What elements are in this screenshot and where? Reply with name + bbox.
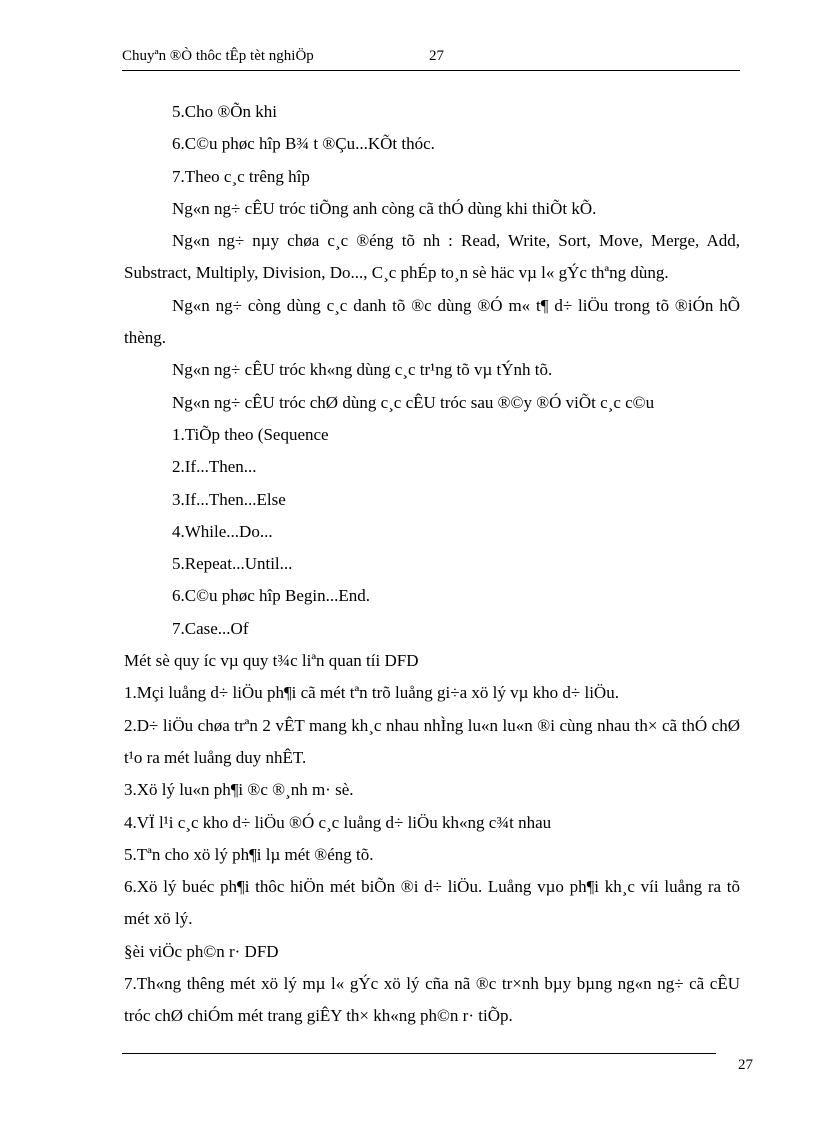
header-title: Chuyªn ®Ò thôc tÊp tèt nghiÖp: [122, 48, 314, 64]
document-body: [124, 96, 740, 1033]
section-heading: §èi viÖc ph©n r· DFD: [124, 941, 279, 961]
paragraph: Ng«n ng÷ cÊU tróc chØ dùng c¸c cÊU tróc sau ®©y ®Ó viÕt c¸c c©u: [172, 392, 655, 412]
paragraph: 6.Xö lý buéc ph¶i thôc hiÖn mét biÕn ®i d÷ liÖu. Luång vµo ph¶i kh¸c víi luång ra tõ mét xö lý.: [124, 877, 740, 929]
list-item: 5.Repeat...Until...: [172, 554, 293, 574]
paragraph: Ng«n ng÷ cÊU tróc kh«ng dùng c¸c tr¹ng tõ vµ tÝnh tõ.: [172, 360, 553, 380]
list-item: 4.While...Do...: [172, 521, 273, 541]
paragraph: 4.VÏ l¹i c¸c kho d÷ liÖu ®Ó c¸c luång d÷ liÖu kh«ng c¾t nhau: [124, 812, 552, 832]
paragraph: Ng«n ng÷ cÊU tróc tiÕng anh còng cã thÓ dùng khi thiÕt kÕ.: [172, 198, 597, 218]
paragraph: 5.Tªn cho xö lý ph¶i lµ mét ®éng tõ.: [124, 844, 374, 864]
paragraph: 5.Cho ®Õn khi: [172, 102, 278, 121]
list-item: 1.TiÕp theo (Sequence: [172, 424, 329, 444]
list-item: 6.C©u phøc hîp Begin...End.: [172, 586, 371, 606]
list-item: 3.If...Then...Else: [172, 489, 286, 509]
paragraph: 3.Xö lý lu«n ph¶i ®c ®¸nh m· sè.: [124, 780, 354, 800]
page-header: [122, 46, 740, 71]
paragraph: 7.Theo c¸c trêng hîp: [172, 166, 310, 186]
paragraph: 7.Th«ng thêng mét xö lý mµ l« gÝc xö lý cña nã ®c tr×nh bµy bµng ng«n ng÷ cã cÊU tróc chØ chiÓm mét trang giÊY th× kh«ng ph©n r· tiÕp.: [124, 974, 740, 1026]
footer-page-number: 27: [738, 1057, 753, 1073]
footer-rule: [122, 1053, 716, 1054]
header-page-number: 27: [429, 48, 444, 64]
paragraph: Ng«n ng÷ nµy chøa c¸c ®éng tõ nh : Read, Write, Sort, Move, Merge, Add, Substract, Multiply, Division, Do..., C¸c phÉp to¸n sè häc vµ l« gÝc thªng dùng.: [124, 231, 740, 283]
paragraph: 2.D÷ liÖu chøa trªn 2 vÊT mang kh¸c nhau nhÌng lu«n lu«n ®i cùng nhau th× cã thÓ chØ t¹o ra mét luång duy nhÊT.: [124, 715, 740, 767]
paragraph: 6.C©u phøc hîp B¾ t ®Çu...KÕt thóc.: [172, 134, 435, 154]
paragraph: Ng«n ng÷ còng dùng c¸c danh tõ ®c dùng ®Ó m« t¶ d÷ liÖu trong tõ ®iÓn hÕ thèng.: [124, 295, 740, 348]
list-item: 2.If...Then...: [172, 457, 257, 477]
list-item: 7.Case...Of: [172, 618, 249, 638]
section-heading: Mét sè quy íc vµ quy t¾c liªn quan tíi DFD: [124, 651, 419, 671]
paragraph: 1.Mçi luång d÷ liÖu ph¶i cã mét tªn trõ luång gi÷a xö lý vµ kho d÷ liÖu.: [124, 683, 619, 703]
